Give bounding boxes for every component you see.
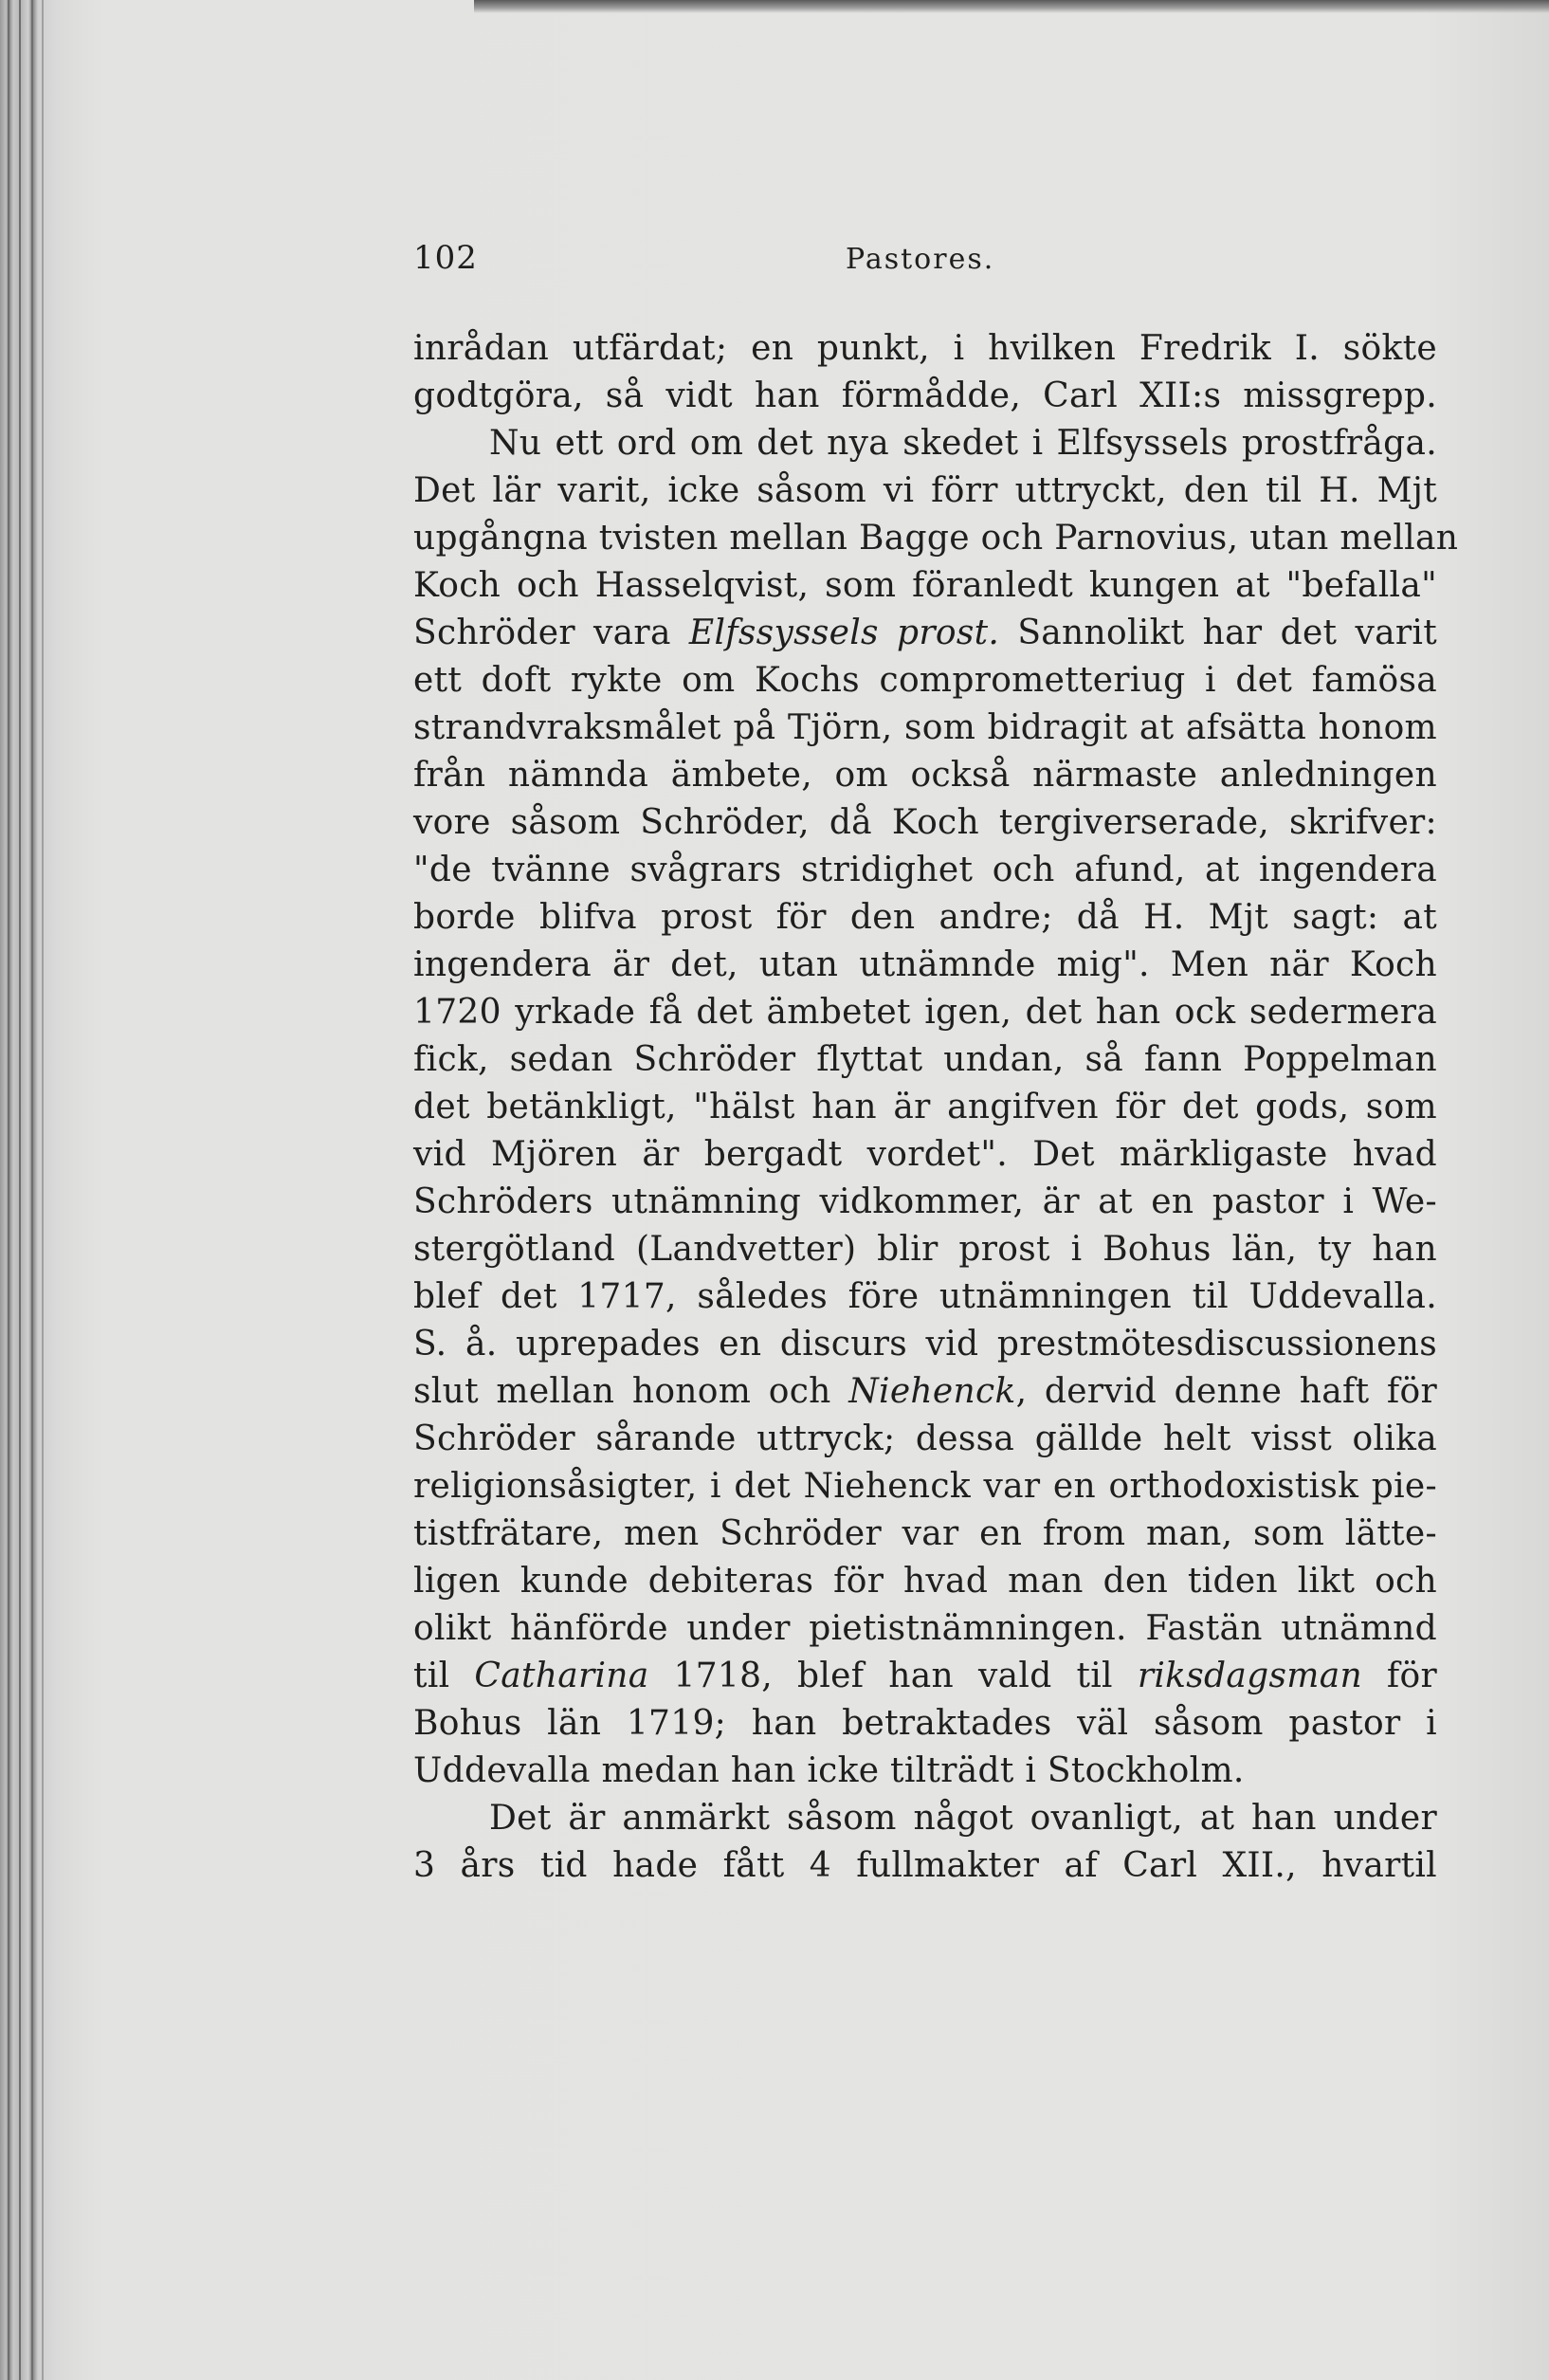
text-line: Det är anmärkt såsom något ovanligt, at han under [489, 1799, 1437, 1838]
italic-text: riksdagsman [1137, 1657, 1362, 1695]
text-line: Nu ett ord om det nya skedet i Elfsyssels prostfråga. [489, 424, 1437, 463]
text-line: borde blifva prost för den andre; då H. Mjt sagt: at [413, 898, 1437, 937]
text-line: vid Mjören är bergadt vordet". Det märkligaste hvad [413, 1135, 1437, 1174]
text-line: ligen kunde debiteras för hvad man den tiden likt och [413, 1562, 1437, 1601]
text-line: strandvraksmålet på Tjörn, som bidragit at afsätta honom [413, 708, 1437, 747]
text-line: godtgöra, så vidt han förmådde, Carl XII:s missgrepp. [413, 376, 1437, 415]
running-head: Pastores. [846, 243, 995, 276]
text-line: inrådan utfärdat; en punkt, i hvilken Fredrik I. sökte [413, 329, 1437, 368]
text-line: blef det 1717, således före utnämningen til Uddevalla. [413, 1277, 1437, 1316]
text-line: upgångna tvisten mellan Bagge och Parnovius, utan mellan [413, 519, 1459, 558]
text-line: Schröder vara Elfssyssels prost. Sannolikt har det varit [413, 613, 1437, 652]
binding-line [42, 0, 44, 2380]
italic-text: Niehenck [848, 1372, 1016, 1411]
page-top-edge [474, 0, 1549, 13]
text-line: 3 års tid hade fått 4 fullmakter af Carl XII., hvartil [413, 1846, 1437, 1885]
text-line: Det lär varit, icke såsom vi förr uttryckt, den til H. Mjt [413, 471, 1437, 510]
text-line: Bohus län 1719; han betraktades väl såsom pastor i [413, 1704, 1437, 1743]
text-line: religionsåsigter, i det Niehenck var en orthodoxistisk pie- [413, 1467, 1437, 1506]
binding-line [8, 0, 9, 2380]
text-line: från nämnda ämbete, om också närmaste anledningen [413, 756, 1437, 795]
text-line: S. å. uprepades en discurs vid prestmötesdiscussionens [413, 1325, 1437, 1364]
text-line: vore såsom Schröder, då Koch tergiverserade, skrifver: [413, 803, 1437, 842]
text-line: olikt hänförde under pietistnämningen. Fastän utnämnd [413, 1609, 1437, 1648]
page-header [413, 239, 1437, 296]
text-line: Schröders utnämning vidkommer, är at en pastor i We- [413, 1182, 1437, 1221]
text-line: Koch och Hasselqvist, som föranledt kungen at "befalla" [413, 566, 1437, 605]
text-line: ingendera är det, utan utnämnde mig". Men när Koch [413, 945, 1437, 984]
text-line: tistfrätare, men Schröder var en from man, som lätte- [413, 1514, 1437, 1553]
binding-line [31, 0, 33, 2380]
text-line: "de tvänne svågrars stridighet och afund, at ingendera [413, 851, 1437, 889]
text-line: det betänkligt, "hälst han är angifven för det gods, som [413, 1088, 1437, 1126]
text-line: 1720 yrkade få det ämbetet igen, det han ock sedermera [413, 993, 1437, 1032]
italic-text: Elfssyssels prost. [688, 613, 1000, 652]
text-line: Uddevalla medan han icke tilträdt i Stockholm. [413, 1751, 1245, 1790]
text-line: slut mellan honom och Niehenck, dervid denne haft för [413, 1372, 1438, 1411]
page-number: 102 [413, 239, 478, 277]
body-text [413, 325, 1459, 1890]
text-line: stergötland (Landvetter) blir prost i Bohus län, ty han [413, 1230, 1437, 1269]
text-line: til Catharina 1718, blef han vald til riksdagsman för [413, 1657, 1437, 1695]
italic-text: Catharina [474, 1657, 649, 1695]
text-line: fick, sedan Schröder flyttat undan, så fann Poppelman [413, 1040, 1437, 1079]
text-line: Schröder sårande uttryck; dessa gällde helt visst olika [413, 1419, 1437, 1458]
binding-line [19, 0, 21, 2380]
text-line: ett doft rykte om Kochs comprometteriug i det famösa [413, 661, 1437, 700]
